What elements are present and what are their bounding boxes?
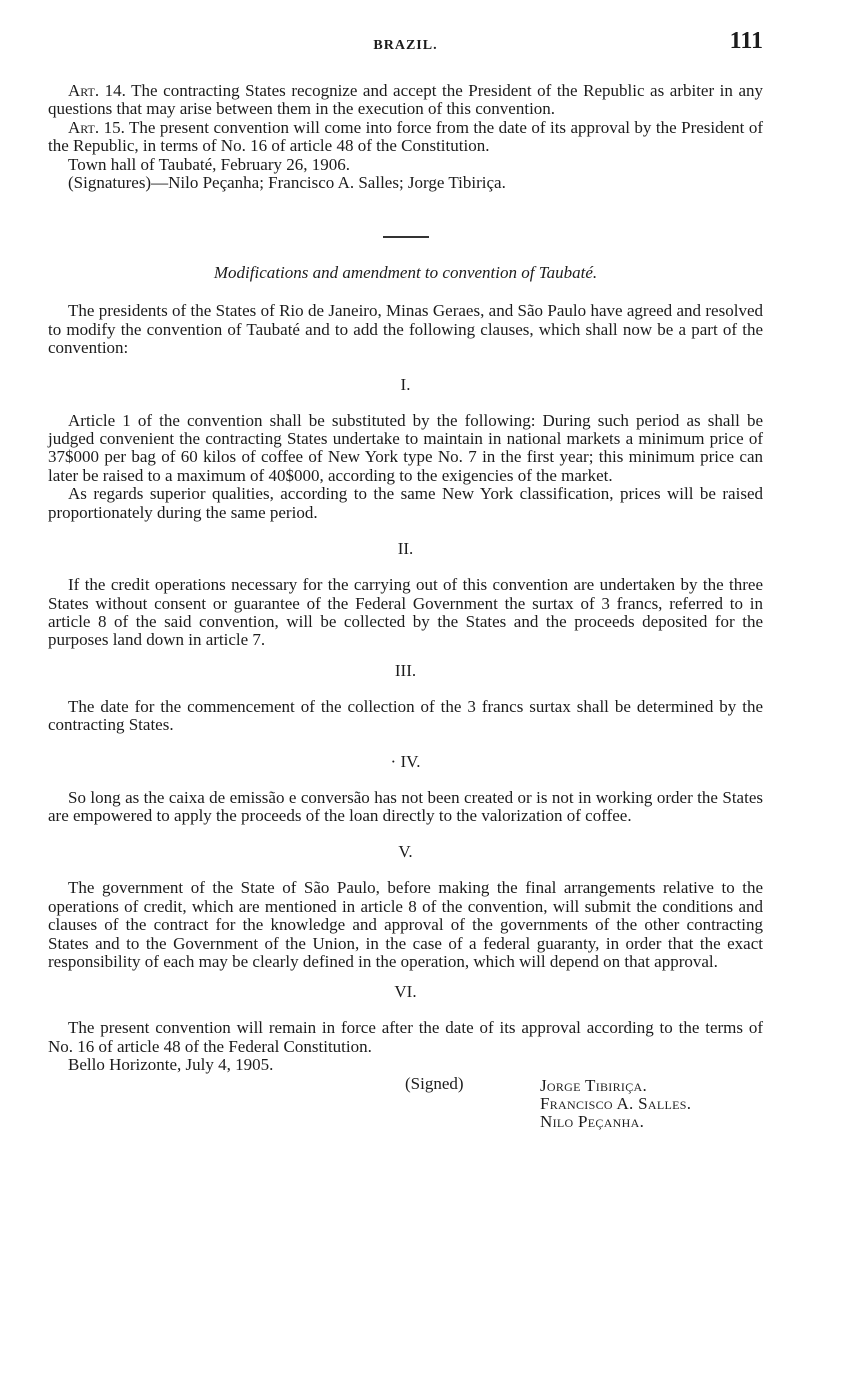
clause-numeral-2: II. [397,539,414,559]
running-title: BRAZIL. [373,38,438,53]
article-14 [48,82,763,119]
clause-2-paragraph-1: If the credit operations necessary for the carrying out of this convention are undertaken by the three States without consent or guarantee of the Federal Government the surtax of 3 francs, referred to in article 8 of the said convention, will be collected by the States and the proceeds deposited for the purposes land down in article 7. [48,575,763,650]
clause-1-paragraph-2: As regards superior qualities, according to the same New York classification, prices will be raised proportionately during the same period. [48,484,763,522]
signatory-1: Jorge Tibiriça. [540,1075,648,1095]
clause-numeral-6: VI. [394,982,417,1002]
modifications-heading: Modifications and amendment to convention of Taubaté. [213,263,598,283]
article-14-text: The contracting States recognize and accept the President of the Republic as arbiter in any questions that may arise between them in the execution of this convention. [48,81,763,119]
document-page [48,28,763,1135]
article-15-text: The present convention will come into force from the date of its approval by the President of the Republic, in terms of No. 16 of article 48 of the Constitution. [48,117,764,156]
clause-numeral-1: I. [400,374,411,394]
closing-place-date: Town hall of Taubaté, February 26, 1906. [68,154,350,174]
signatory-list [540,1077,691,1132]
clause-numeral-3: III. [394,660,417,680]
modifications-place-date: Bello Horizonte, July 4, 1905. [68,1055,274,1075]
section-divider [383,236,429,238]
clause-numeral-4: · IV. [390,751,421,771]
clause-3-paragraph-1: The date for the commencement of the collection of the 3 francs surtax shall be determined by the contracting States. [48,696,763,735]
article-15 [48,119,763,156]
modifications-intro: The presidents of the States of Rio de Janeiro, Minas Geraes, and São Paulo have agreed and resolved to modify the convention of Taubaté and to add the following clauses, which shall now be a part of the convention: [48,301,763,358]
signatory-2: Francisco A. Salles. [540,1094,692,1113]
page-header [48,28,763,62]
clause-numeral-5: V. [398,842,413,862]
signatory-3: Nilo Peçanha. [540,1112,645,1132]
article-15-label: Art. 15. [68,117,125,137]
signature-block [48,1075,763,1135]
clause-6-paragraph-1: The present convention will remain in force after the date of its approval according to the terms of No. 16 of article 48 of the Federal Constitution. [48,1018,763,1056]
clause-1-paragraph-1: Article 1 of the convention shall be substituted by the following: During such period as shall be judged convenient the contracting States undertake to maintain in national markets a minimum price of 37$000 per bag of 60 kilos of coffee of New York type No. 7 in the first year; this minimum price can later be raised to a maximum of 40$000, according to the exigencies of the market. [48,410,763,485]
signed-label: (Signed) [405,1073,464,1093]
closing-signatures: (Signatures)—Nilo Peçanha; Francisco A. Salles; Jorge Tibiriça. [68,173,506,193]
page-number: 111 [729,28,763,54]
article-14-label: Art. 14. [68,81,126,100]
clause-5-paragraph-1: The government of the State of São Paulo, before making the final arrangements relative to the operations of credit, which are mentioned in article 8 of the convention, will submit the conditions and clauses of the contract for the knowledge and approval of the governments of the other contracting States and to the Government of the Union, in the case of a federal guaranty, in order that the exact responsibility of each may be clearly defined in the operation, which will depend on that approval. [48,878,763,971]
clause-4-paragraph-1: So long as the caixa de emissão e conversão has not been created or is not in working order the States are empowered to apply the proceeds of the loan directly to the valorization of coffee. [48,787,763,825]
